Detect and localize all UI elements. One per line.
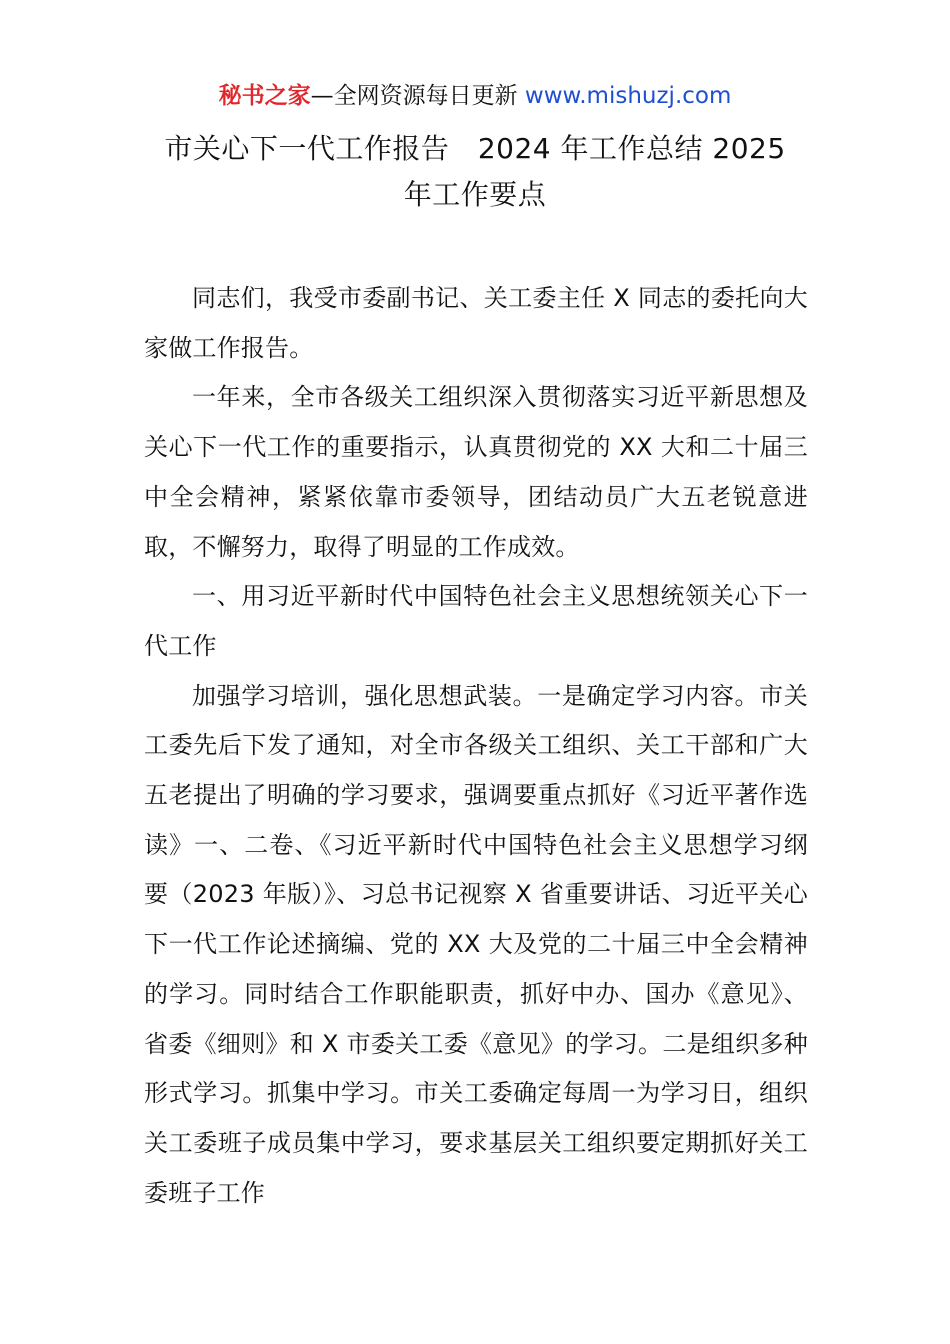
title-line-1: 市关心下一代工作报告 2024 年工作总结 2025 bbox=[164, 132, 786, 165]
title-line-2: 年工作要点 bbox=[403, 178, 547, 211]
document-title bbox=[140, 126, 810, 218]
site-url-link[interactable]: www.mishuzj.com bbox=[524, 83, 732, 109]
paragraph-greeting: 同志们，我受市委副书记、关工委主任 X 同志的委托向大家做工作报告。 bbox=[144, 284, 808, 362]
paragraph-study-training: 加强学习培训，强化思想武装。一是确定学习内容。市关工委先后下发了通知，对全市各级关工组织、关工干部和广大五老提出了明确的学习要求，强调要重点抓好《习近平著作选读》一、二卷、《习近平新时代中国特色社会主义思想学习纲要（2023 年版）》、习总书记视察 X 省重要讲话、习近平关心下一代工作论述摘编、党的 XX 大及党的二十届三中全会精神的学习。同时结合工作职能职责，抓好中办、国办《意见》、省委《细则》和 X 市委关工委《意见》的学习。二是组织多种形式学习。抓集中学习。市关工委确定每周一为学习日，组织关工委班子成员集中学习，要求基层关工组织要定期抓好关工委班子工作 bbox=[144, 681, 808, 1207]
section-heading-1: 一、用习近平新时代中国特色社会主义思想统领关心下一代工作 bbox=[144, 582, 808, 660]
paragraph-overview: 一年来，全市各级关工组织深入贯彻落实习近平新思想及关心下一代工作的重要指示，认真贯彻党的 XX 大和二十届三中全会精神，紧紧依靠市委领导，团结动员广大五老锐意进取，不懈努力，取得了明显的工作成效。 bbox=[144, 383, 808, 561]
site-header bbox=[0, 80, 950, 112]
header-tagline: —全网资源每日更新 bbox=[310, 83, 518, 109]
document-body bbox=[144, 274, 808, 1218]
brand-name: 秘书之家 bbox=[218, 83, 311, 109]
